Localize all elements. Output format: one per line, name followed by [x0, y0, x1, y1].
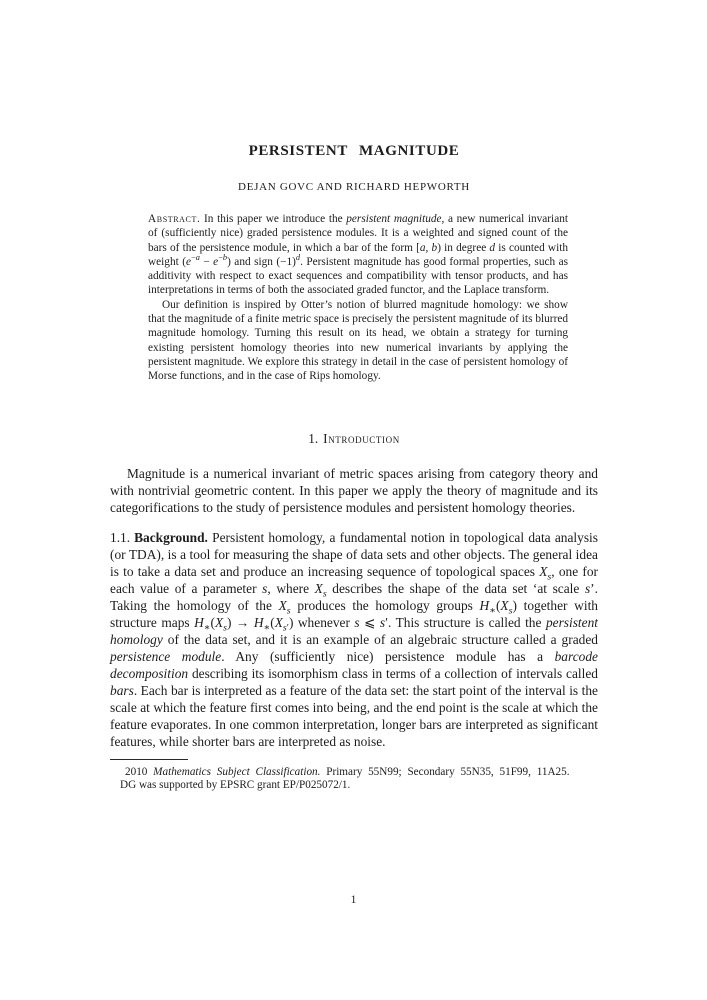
- footnote-msc: 2010 Mathematics Subject Classification. Primary 55N99; Secondary 55N35, 51F99, 11A25.: [125, 765, 570, 778]
- abstract-block: [148, 212, 568, 384]
- subsection-number: 1.1.: [110, 529, 131, 545]
- section-number: 1.: [308, 430, 319, 446]
- background-text: Persistent homology, a fundamental notion in topological data analysis (or TDA), is a tool for measuring the shape of data sets and other objects. The general idea is to take a data set and produce an increasing sequence of topological spaces $X_s$, one for each value of a parameter s, where $X_s$ describes the shape of the data set ‘at scale s’. Taking the homology of the $X_s$ produces the homology groups $H_∗(X_s)$ together with structure maps $H_∗(X_s) \to H_∗(X_{s'})$ whenever s ⩽ s′. This structure is called the persistent homology of the data set, and it is an example of an algebraic structure called a graded persistence module. Any (sufficiently nice) persistence module has a barcode decomposition describing its isomorphism class in terms of a collection of intervals called bars. Each bar is interpreted as a feature of the data set: the start point of the interval is the scale at which the feature first comes into being, and the end point is the scale at which the feature evaporates. In one common interpretation, longer bars are interpreted as significant features, while shorter bars are interpreted as noise.: [110, 529, 599, 749]
- section-title: Introduction: [323, 430, 400, 446]
- abstract-label: Abstract.: [148, 213, 201, 225]
- abstract-paragraph-1: [148, 212, 568, 298]
- footnote-rule: [110, 759, 188, 760]
- introduction-paragraph: Magnitude is a numerical invariant of metric spaces arising from category theory and with nontrivial geometric content. In this paper we apply the theory of magnitude and its categorifications to the study of persistence modules and persistent homology theories.: [110, 465, 598, 515]
- footnote-funding: DG was supported by EPSRC grant EP/P025072/1.: [120, 779, 351, 792]
- page-number: 1: [350, 894, 357, 906]
- abstract-paragraph-2: Our definition is inspired by Otter’s notion of blurred magnitude homology: we show that the magnitude of a finite metric space is precisely the persistent magnitude of its blurred magnitude homology. Turning this result on its head, we obtain a strategy for turning existing persistent homology theories into new numerical invariants by applying the persistent magnitude. We explore this strategy in detail in the case of persistent homology of Morse functions, and in the case of Rips homology.: [148, 298, 568, 383]
- paper-title: PERSISTENT MAGNITUDE: [248, 143, 460, 159]
- abstract-text-1: In this paper we introduce the persistent magnitude, a new numerical invariant of (sufficiently nice) graded persistence modules. It is a weighted and signed count of the bars of the persistence module, in which a bar of the form [a, b) in degree d is counted with weight $(e^{-a} - e^{-b})$ and sign $(-1)^d$. Persistent magnitude has good formal properties, such as additivity with respect to exact sequences and compatibility with tensor products, and has interpretations in terms of both the associated graded functor, and the Laplace transform.: [148, 213, 569, 297]
- background-paragraph: [110, 529, 598, 750]
- paper-authors: DEJAN GOVC AND RICHARD HEPWORTH: [238, 181, 470, 193]
- footnote-area: [110, 759, 598, 794]
- section-heading-introduction: [110, 431, 598, 447]
- subsection-title: Background.: [134, 529, 208, 545]
